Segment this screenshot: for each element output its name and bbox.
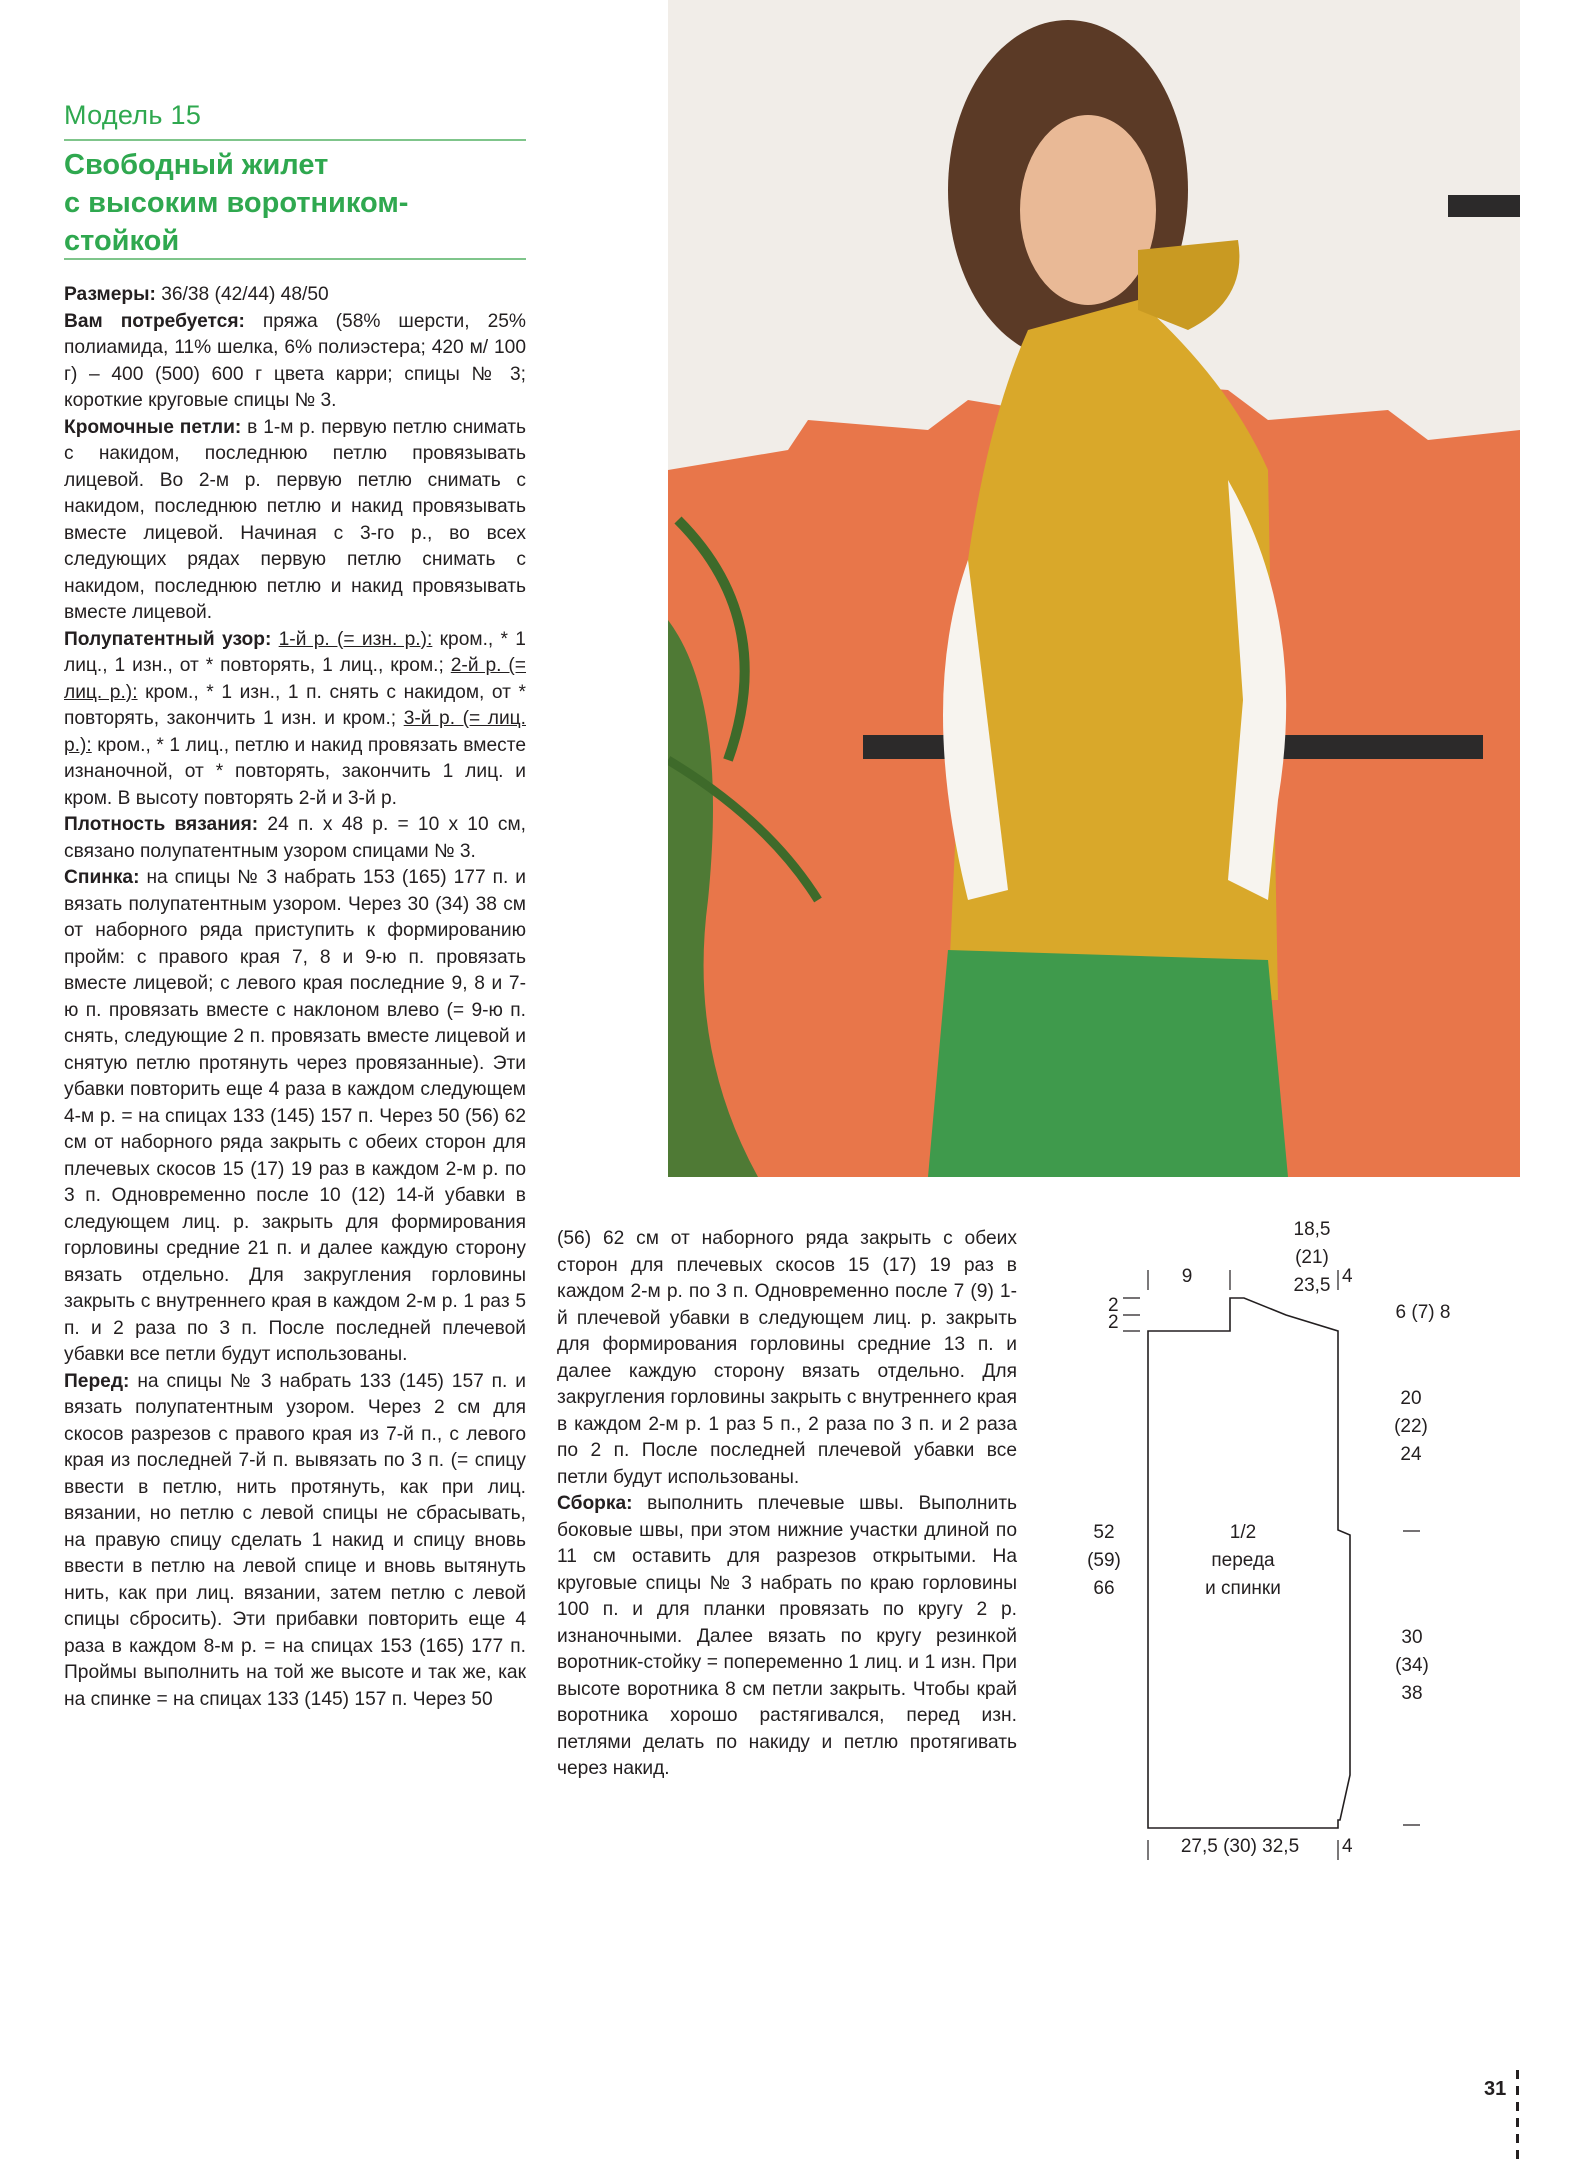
page-number: 31 xyxy=(1484,2078,1507,2100)
sizes-text: 36/38 (42/44) 48/50 xyxy=(155,284,329,305)
instructions-column-2 xyxy=(557,1226,1017,1783)
label-lower-3: 38 xyxy=(1401,1683,1423,1704)
label-top-width-2: (21) xyxy=(1295,1247,1329,1268)
front-continuation: (56) 62 см от наборного ряда закрыть с обеих сторон для плечевых скосов 15 (17) 19 раз в каждом 2-м р. по 3 п. Одновременно после 7 (9) 1-й плечевой убавки в следующем лиц. р. закрыть для формирования горловины средние 13 п. и далее каждую сторону вязать отдельно. Для закругления горловины закрыть с внутреннего края в каждом 2-м р. 1 раз 5 п., 2 раза по 3 п. и 2 раза по 2 п. После последней плечевой убавки все петли будут использованы. xyxy=(557,1228,1017,1488)
assembly-paragraph xyxy=(557,1491,1017,1783)
density-text: 24 п. х 48 р. = 10 х 10 см, связано полупатентным узором спицами № 3. xyxy=(64,814,526,862)
page-edge-mark xyxy=(1516,2070,1519,2165)
instructions-column-1 xyxy=(64,282,526,1713)
label-top-width-3: 23,5 xyxy=(1293,1275,1331,1296)
label-total-2: (59) xyxy=(1087,1550,1121,1571)
title-line-3: стойкой xyxy=(64,225,180,257)
materials-paragraph xyxy=(64,309,526,415)
label-center-3: и спинки xyxy=(1205,1578,1281,1599)
edge-stitches-label: Кромочные петли: xyxy=(64,416,242,438)
pattern-paragraph xyxy=(64,627,526,813)
label-lower-1: 30 xyxy=(1401,1627,1423,1648)
sizes-paragraph xyxy=(64,282,526,309)
label-left-2a: 2 xyxy=(1108,1295,1119,1316)
model-photo xyxy=(668,0,1520,1177)
label-total-3: 66 xyxy=(1093,1578,1115,1599)
assembly-label: Сборка: xyxy=(557,1493,633,1514)
label-top-width-1: 18,5 xyxy=(1293,1219,1331,1240)
edge-stitches-paragraph xyxy=(64,415,526,627)
label-armhole-2: (22) xyxy=(1394,1416,1428,1437)
sizes-label: Размеры: xyxy=(64,284,156,305)
row1-text: кром., * 1 лиц., 1 изн., от * повторять, 1 лиц., кром.; xyxy=(64,628,526,676)
label-center-2: переда xyxy=(1211,1550,1275,1571)
label-small-4-top: 4 xyxy=(1342,1266,1353,1287)
label-small-4-bottom: 4 xyxy=(1342,1836,1353,1857)
front-label: Перед: xyxy=(64,1370,130,1392)
back-label: Спинка: xyxy=(64,867,140,888)
density-label: Плотность вязания: xyxy=(64,814,259,835)
pattern-label: Полупатентный узор: xyxy=(64,628,272,650)
front-text: на спицы № 3 набрать 133 (145) 157 п. и вязать полупатентным узором. Через 2 см для скосов разрезов с правого края из 7-й п., с левого края из последней 7-й п. вывязать по 3 п. (= спицу ввести в петлю, нить протянуть, как при лиц. вязании, но петлю с левой спицы не сбрасывать, на правую спицу сделать 1 накид и спицу вновь ввести в петлю на левой спице и вновь вытянуть нить, как при лиц. вязании, затем петлю с левой спицы сбросить). Эти прибавки повторить еще 4 раза в каждом 8-м р. = на спицах 153 (165) 177 п. Проймы выполнить на той же высоте и так же, как на спинке = на спицах 133 (145) 157 п. Через 50 xyxy=(64,1370,526,1710)
label-armhole-1: 20 xyxy=(1400,1388,1422,1409)
pattern-schematic xyxy=(1080,1215,1500,1875)
row3-text: кром., * 1 лиц., петлю и накид провязать вместе изнаночной, от * повторять, закончить 1 лиц. и кром. В высоту повторять 2-й и 3-й р. xyxy=(64,734,526,809)
edge-stitches-text: в 1-м р. первую петлю снимать с накидом, последнюю петлю провязывать лицевой. Во 2-м р. первую петлю снимать с накидом, последнюю петлю и накид провязывать вместе лицевой. Начиная с 3-го р., во всех следующих рядах первую петлю снимать с накидом, последнюю петлю и накид провязывать вместе лицевой. xyxy=(64,416,526,623)
row2-label: 2-й р. (= лиц. р.): xyxy=(64,655,527,703)
row3-label: 3-й р. (= лиц. р.): xyxy=(64,708,526,756)
materials-label: Вам потребуется: xyxy=(64,310,245,332)
density-paragraph xyxy=(64,812,526,865)
model-number: Модель 15 xyxy=(64,100,202,130)
label-armhole-3: 24 xyxy=(1400,1444,1422,1465)
label-shoulder: 6 (7) 8 xyxy=(1395,1302,1451,1323)
title-line-1: Свободный жилет xyxy=(64,149,329,181)
back-text: на спицы № 3 набрать 153 (165) 177 п. и вязать полупатентным узором. Через 30 (34) 38 см от наборного ряда приступить к формированию пройм: с правого края 7, 8 и 9-ю п. провязать вместе лицевой; с левого края последние 9, 8 и 7-ю п. провязать вместе с наклоном влево (= 9-ю п. снять, следующие 2 п. провязать вместе лицевой и снятую петлю протянуть через провязанные). Эти убавки повторить еще 4 раза в каждом следующем 4-м р. = на спицах 133 (145) 157 п. Через 50 (56) 62 см от наборного ряда закрыть с обеих сторон для плечевых скосов 15 (17) 19 раз в каждом 2-м р. по 3 п. Одновременно после 10 (12) 14-й убавки в следующем лиц. р. закрыть для формирования горловины средние 21 п. и далее каждую сторону вязать отдельно. Для закругления горловины закрыть с внутреннего края в каждом 2-м р. 1 раз 5 п. и 2 раза по 3 п. После последней плечевой убавки все петли будут использованы. xyxy=(64,867,526,1365)
title-line-2: с высоким воротником- xyxy=(64,187,409,219)
label-neck-width: 9 xyxy=(1181,1266,1193,1287)
row2-text: кром., * 1 изн., 1 п. снять с накидом, от * повторять, закончить 1 изн. и кром.; xyxy=(64,681,526,729)
photo-illustration xyxy=(668,0,1520,1177)
label-left-2b: 2 xyxy=(1108,1312,1119,1333)
label-lower-2: (34) xyxy=(1395,1655,1429,1676)
assembly-text: выполнить плечевые швы. Выполнить боковые швы, при этом нижние участки длиной по 11 см оставить для разрезов открытыми. На круговые спицы № 3 набрать по краю горловины 100 п. и для планки провязать по кругу 2 р. изнаночными. Далее вязать по кругу резинкой воротник-стойку = попеременно 1 лиц. и 1 изн. При высоте воротника 8 см петли закрыть. Чтобы край воротника хорошо растягивался, перед изн. петлями делать по накиду и петлю протягивать через накид. xyxy=(557,1493,1017,1779)
title-bottom-rule xyxy=(64,258,526,260)
label-center-1: 1/2 xyxy=(1229,1522,1257,1543)
row1-label: 1-й р. (= изн. р.): xyxy=(278,628,433,650)
front-paragraph xyxy=(64,1369,526,1714)
page-title xyxy=(64,146,534,260)
title-top-rule xyxy=(64,139,526,141)
back-paragraph xyxy=(64,865,526,1369)
label-bottom-width: 27,5 (30) 32,5 xyxy=(1180,1836,1300,1857)
materials-text: пряжа (58% шерсти, 25% полиамида, 11% шелка, 6% полиэстера; 420 м/ 100 г) – 400 (500) 600 г цвета карри; спицы № 3; короткие круговые спицы № 3. xyxy=(64,310,526,411)
label-total-1: 52 xyxy=(1093,1522,1115,1543)
